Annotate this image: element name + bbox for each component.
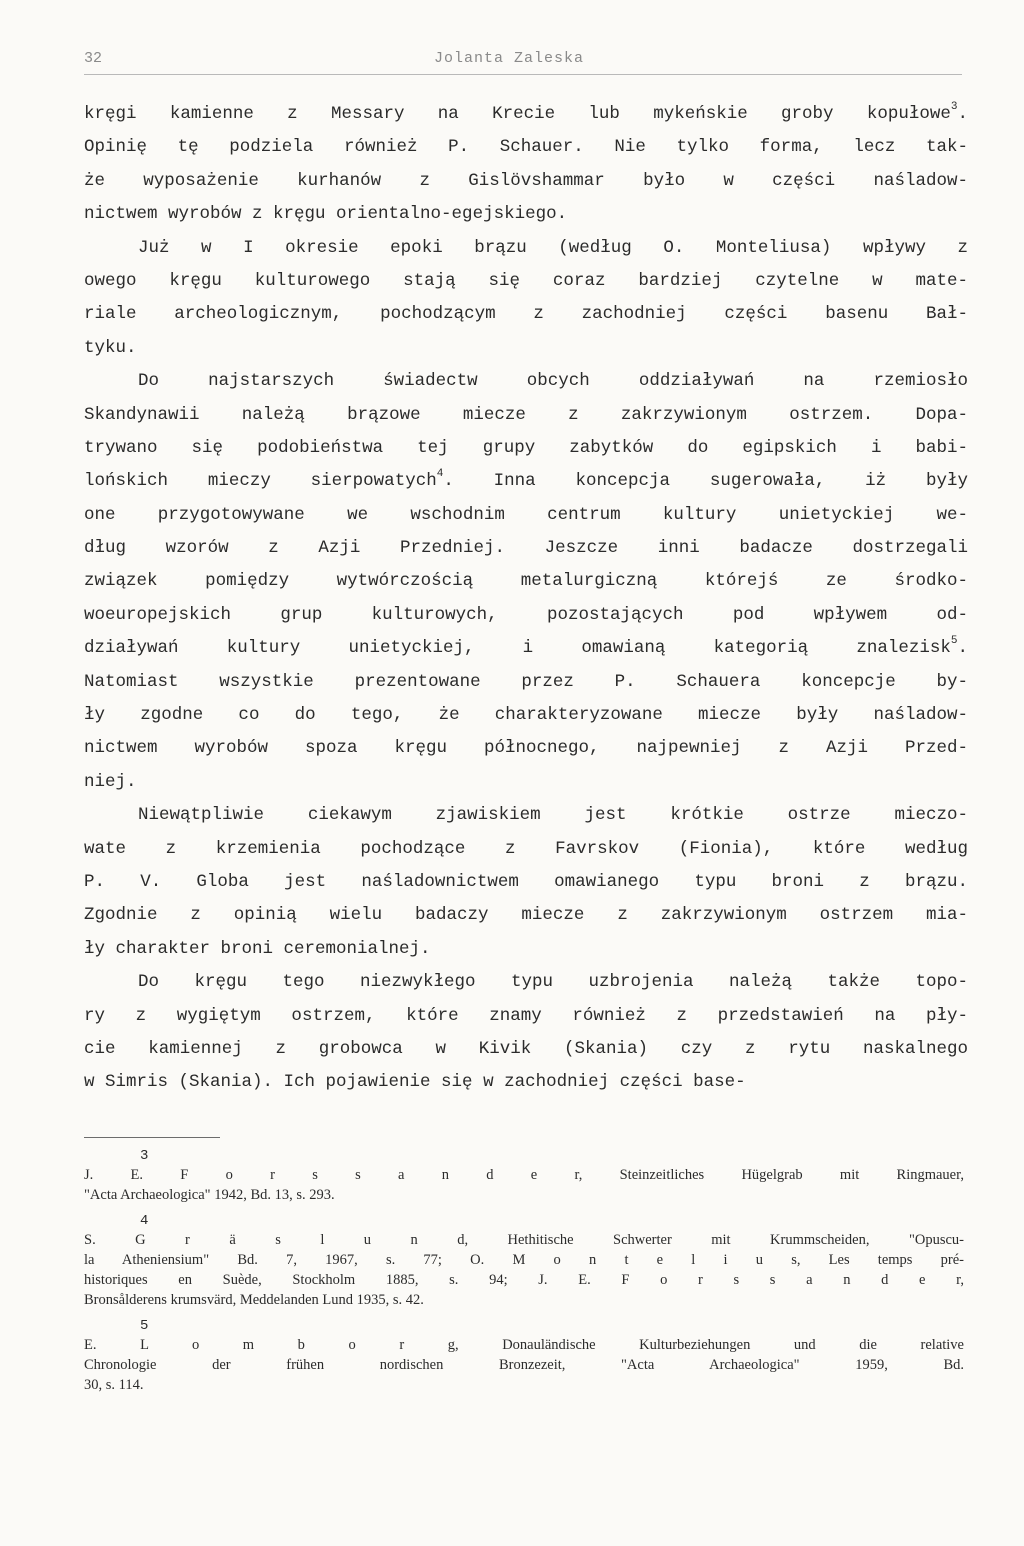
text-line: Opinię tę podziela również P. Schauer. Nie tylko forma, lecz tak- (84, 137, 968, 158)
footnote-gap (84, 1310, 964, 1318)
text-line: Skandynawii należą brązowe miecze z zakrzywionym ostrzem. Dopa- (84, 404, 968, 425)
text-line: nictwem wyrobów spoza kręgu północnego, najpewniej z Azji Przed- (84, 738, 968, 759)
footnote-line: E. L o m b o r g, Donauländische Kulturbeziehungen und die relative (84, 1337, 964, 1353)
text-line: w Simris (Skania). Ich pojawienie się w zachodniej części base- (84, 1072, 746, 1093)
footnote-line: Bronsålderens krumsvärd, Meddelanden Lund 1935, s. 42. (84, 1292, 424, 1308)
text-line: cie kamiennej z grobowca w Kivik (Skania) czy z rytu naskalnego (84, 1038, 968, 1059)
text-line: wate z krzemienia pochodzące z Favrskov (Fionia), które według (84, 838, 968, 859)
text-line: P. V. Globa jest naśladownictwem omawianego typu broni z brązu. (84, 871, 968, 892)
page-number: 32 (84, 50, 103, 67)
text-line: riale archeologicznym, pochodzącym z zachodniej części basenu Bał- (84, 304, 968, 325)
text-line: Już w I okresie epoki brązu (według O. Monteliusa) wpływy z (138, 237, 968, 258)
footnote-line: 30, s. 114. (84, 1377, 144, 1393)
text-line: woeuropejskich grup kulturowych, pozostających pod wpływem od- (84, 604, 968, 625)
footnote-number: 3 (140, 1148, 149, 1164)
text-line: niej. (84, 771, 137, 792)
text-line: Do najstarszych świadectw obcych oddziaływań na rzemiosło (138, 371, 968, 392)
footnote-line: la Atheniensium" Bd. 7, 1967, s. 77; O. M o n t e l i u s, Les temps pré- (84, 1252, 964, 1268)
running-head-author: Jolanta Zaleska (434, 50, 585, 67)
text-line: dług wzorów z Azji Przedniej. Jeszcze inni badacze dostrzegali (84, 538, 968, 559)
footnote-number: 5 (140, 1318, 149, 1334)
main-text (84, 98, 968, 1100)
text-line: Zgodnie z opinią wielu badaczy miecze z zakrzywionym ostrzem mia- (84, 905, 968, 926)
footnote-line: historiques en Suède, Stockholm 1885, s. 94; J. E. F o r s s a n d e r, (84, 1272, 964, 1288)
text-line: owego kręgu kulturowego stają się coraz bardziej czytelne w mate- (84, 270, 968, 291)
text-line: ry z wygiętym ostrzem, które znamy również z przedstawień na pły- (84, 1005, 968, 1026)
text-line: kręgi kamienne z Messary na Krecie lub mykeńskie groby kopułowe$^3$. (84, 101, 968, 124)
footnote-number: 4 (140, 1213, 149, 1229)
text-line: że wyposażenie kurhanów z Gislövshammar było w części naśladow- (84, 170, 968, 191)
text-line: Natomiast wszystkie prezentowane przez P. Schauera koncepcje by- (84, 671, 968, 692)
footnote-line: J. E. F o r s s a n d e r, Steinzeitliches Hügelgrab mit Ringmauer, (84, 1167, 964, 1183)
text-line: związek pomiędzy wytwórczością metalurgiczną którejś ze środko- (84, 571, 968, 592)
text-line: ły charakter broni ceremonialnej. (84, 938, 431, 959)
page-header (84, 44, 962, 75)
text-line: lońskich mieczy sierpowatych$^4$. Inna koncepcja sugerowała, iż były (84, 468, 968, 492)
text-line: trywano się podobieństwa tej grupy zabytków do egipskich i babi- (84, 437, 968, 458)
footnote-separator (84, 1137, 220, 1138)
text-line: Niewątpliwie ciekawym zjawiskiem jest krótkie ostrze mieczo- (138, 805, 968, 826)
footnotes (84, 1148, 964, 1395)
footnote-line: S. G r ä s l u n d, Hethitische Schwerter mit Krummscheiden, "Opuscu- (84, 1232, 964, 1248)
text-line: działywań kultury unietyckiej, i omawianą kategorią znalezisk$^5$. (84, 635, 968, 659)
footnote-gap (84, 1205, 964, 1213)
text-line: Do kręgu tego niezwykłego typu uzbrojenia należą także topo- (138, 972, 968, 993)
footnote-line: "Acta Archaeologica" 1942, Bd. 13, s. 293. (84, 1187, 335, 1203)
footnote-line: Chronologie der frühen nordischen Bronzezeit, "Acta Archaeologica" 1959, Bd. (84, 1357, 964, 1373)
text-line: ły zgodne co do tego, że charakteryzowane miecze były naśladow- (84, 705, 968, 726)
text-line: tyku. (84, 337, 137, 358)
text-line: one przygotowywane we wschodnim centrum kultury unietyckiej we- (84, 504, 968, 525)
text-line: nictwem wyrobów z kręgu orientalno-egejskiego. (84, 204, 568, 225)
